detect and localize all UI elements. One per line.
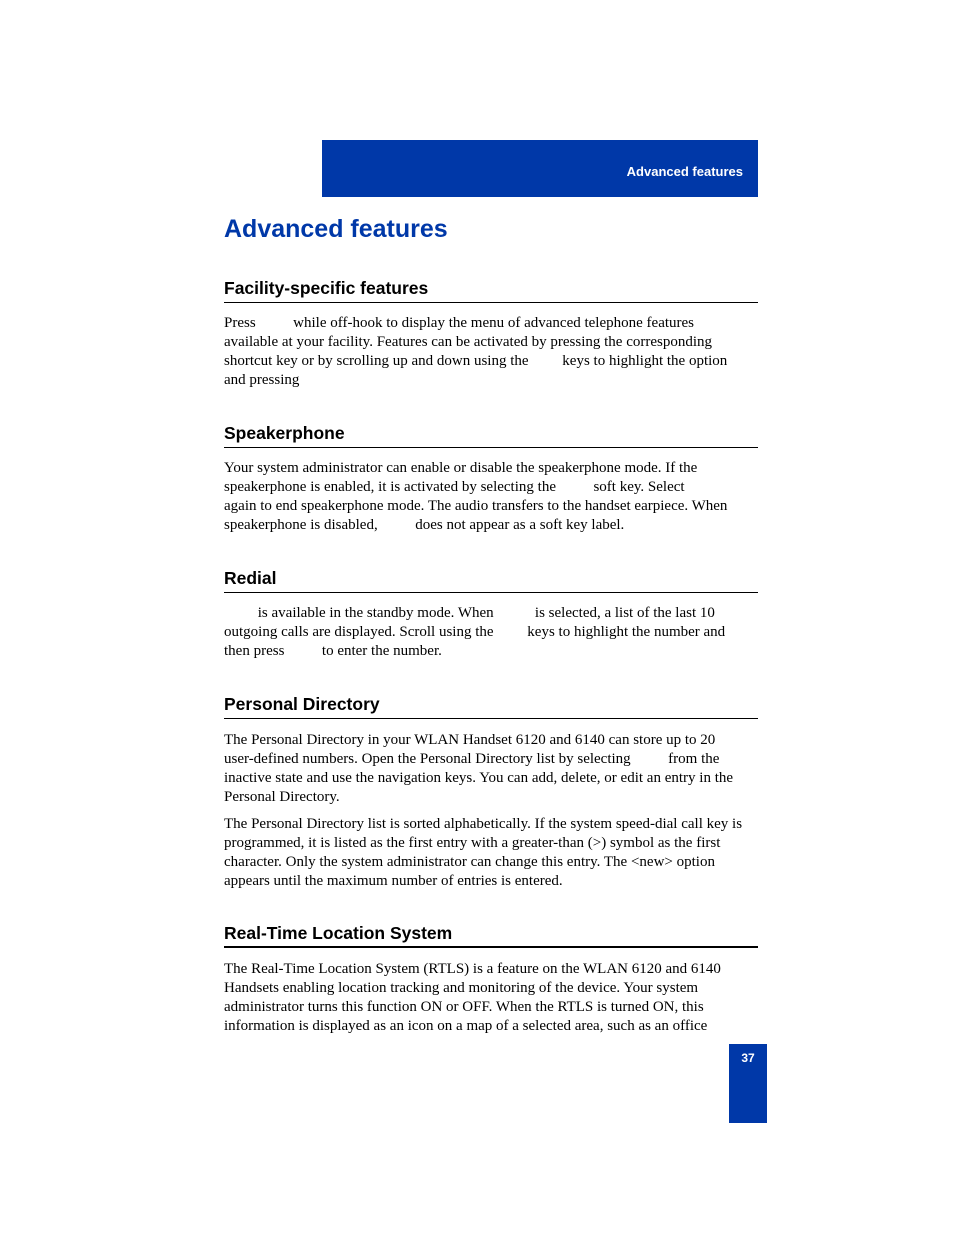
page-title: Advanced features [224,215,448,243]
text-line: information is displayed as an icon on a map of a selected area, such as an office [224,1018,708,1034]
section-heading-personal-directory: Personal Directory [224,694,758,719]
section-heading-real-time-location-system: Real-Time Location System [224,923,758,948]
text-line: The Personal Directory list is sorted alphabetically. If the system speed-dial call key is [224,816,743,832]
text-line: The Real-Time Location System (RTLS) is a feature on the WLAN 6120 and 6140 [224,961,721,977]
text-line: again to end speakerphone mode. The audio transfers to the handset earpiece. When [224,498,728,514]
page-number: 37 [741,1051,755,1065]
text-line: appears until the maximum number of entries is entered. [224,873,563,889]
running-header-label: Advanced features [626,164,743,179]
paragraph-speakerphone [224,459,758,535]
text-line: Your system administrator can enable or disable the speakerphone mode. If the [224,460,698,476]
paragraph-facility-specific-features [224,314,758,390]
section-heading-redial: Redial [224,568,758,593]
text-line: programmed, it is listed as the first entry with a greater-than (>) symbol as the first [224,835,721,851]
page-number-tab [729,1044,767,1123]
text-line: user-defined numbers. Open the Personal Directory list by selecting from the [224,751,720,767]
text-line: speakerphone is enabled, it is activated by selecting the soft key. Select [224,479,685,495]
text-line: inactive state and use the navigation keys. You can add, delete, or edit an entry in the [224,770,734,786]
text-line: Personal Directory. [224,789,340,805]
text-line: The Personal Directory in your WLAN Handset 6120 and 6140 can store up to 20 [224,732,716,748]
text-line: speakerphone is disabled, does not appear as a soft key label. [224,517,625,533]
text-line: then press to enter the number. [224,643,442,659]
section-heading-speakerphone: Speakerphone [224,423,758,448]
paragraph-redial [224,604,758,661]
text-line: and pressing [224,372,300,388]
paragraph-real-time-location-system [224,960,758,1036]
text-line: outgoing calls are displayed. Scroll using the keys to highlight the number and [224,624,726,640]
paragraph-personal-directory-1 [224,731,758,807]
text-line: Press while off-hook to display the menu of advanced telephone features [224,315,695,331]
text-line: character. Only the system administrator can change this entry. The <new> option [224,854,715,870]
text-line: is available in the standby mode. When is selected, a list of the last 10 [224,605,715,621]
paragraph-personal-directory-2 [224,815,758,891]
running-header-band [322,140,758,197]
text-line: Handsets enabling location tracking and monitoring of the device. Your system [224,980,699,996]
text-line: available at your facility. Features can be activated by pressing the corresponding [224,334,713,350]
section-heading-facility-specific-features: Facility-specific features [224,278,758,303]
text-line: administrator turns this function ON or OFF. When the RTLS is turned ON, this [224,999,704,1015]
text-line: shortcut key or by scrolling up and down using the keys to highlight the option [224,353,728,369]
